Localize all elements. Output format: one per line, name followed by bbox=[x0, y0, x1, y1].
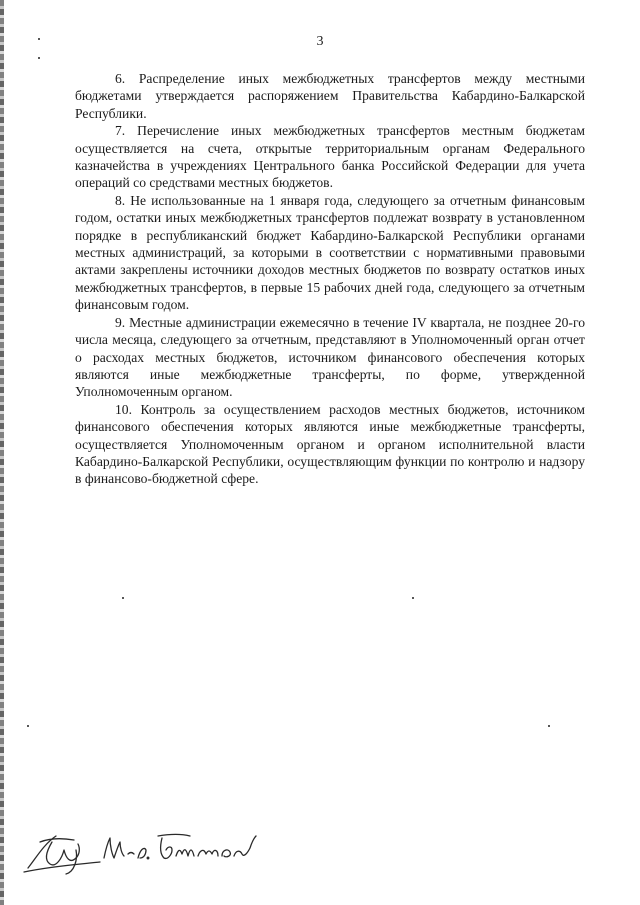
paragraph-10: 10. Контроль за осуществлением расходов местных бюджетов, источником финансового обеспечения которых являются иные межбюджетные трансферты, осуществляется Уполномоченным органом и органом исполнительной власти Кабардино-Балкарской Республики, осуществляющим функции по контролю и надзору в финансово-бюджетной сфере. bbox=[75, 401, 585, 487]
handwritten-signature bbox=[22, 828, 262, 876]
paragraph-8: 8. Не использованные на 1 января года, следующего за отчетным финансовым годом, остатки иных межбюджетных трансфертов подлежат возврату в установленном порядке в республиканский бюджет Кабардино-Балкарской Республики органами местных администраций, за которыми в соответствии с нормативными правовыми актами закреплены источники доходов местных бюджетов по возврату остатков иных межбюджетных трансфертов, в первые 15 рабочих дней года, следующего за отчетным финансовым годом. bbox=[75, 192, 585, 313]
scan-speck bbox=[38, 57, 40, 59]
scan-edge-artifact bbox=[0, 0, 4, 905]
scan-speck bbox=[412, 597, 414, 599]
paragraph-7: 7. Перечисление иных межбюджетных трансфертов местным бюджетам осуществляется на счета, открытые территориальным органам Федерального казначейства в учреждениях Центрального банка Российской Федерации для учета операций со средствами местных бюджетов. bbox=[75, 123, 585, 191]
scan-speck bbox=[548, 725, 550, 727]
scan-speck bbox=[27, 725, 29, 727]
paragraph-9: 9. Местные администрации ежемесячно в течение IV квартала, не позднее 20-го числа месяца, следующего за отчетным, представляют в Уполномоченный орган отчет о расходах местных бюджетов, источником финансового обеспечения которых являются иные межбюджетные трансферты, по форме, утвержденной Уполномоченным органом. bbox=[75, 314, 585, 400]
paragraph-6: 6. Распределение иных межбюджетных трансфертов между местными бюджетами утверждается распоряжением Правительства Кабардино-Балкарской Республики. bbox=[75, 71, 585, 121]
document-body bbox=[75, 70, 585, 488]
page-number: 3 bbox=[316, 34, 324, 49]
scan-speck bbox=[122, 597, 124, 599]
